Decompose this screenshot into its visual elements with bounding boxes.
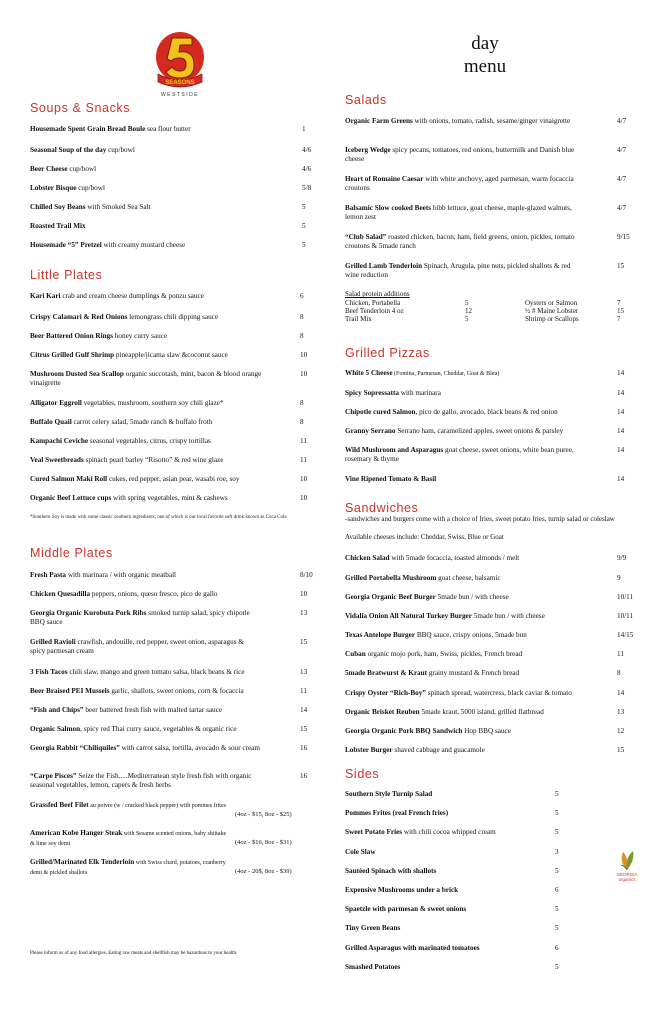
menu-item-name: Beer Braised PEI Mussels [30, 687, 110, 695]
menu-item [345, 408, 595, 417]
menu-item-price: 11 [300, 456, 307, 464]
menu-item-name: “Fish and Chips” [30, 706, 84, 714]
menu-item-price: 14 [617, 408, 625, 416]
menu-item-name: Cured Salmon Maki Roll [30, 475, 108, 483]
menu-item [345, 867, 545, 876]
menu-item-price: 13 [300, 609, 308, 617]
menu-item [30, 351, 280, 360]
protein-name: Beef Tenderloin 4 oz [345, 307, 404, 315]
menu-item-price: 4/7 [617, 146, 627, 154]
menu-item [345, 389, 595, 398]
menu-item-price: 6 [555, 944, 559, 952]
menu-item-name: Georgia Organic Pork BBQ Sandwich [345, 727, 463, 735]
menu-title [430, 32, 540, 78]
southern-soy-note: *Southern Soy is made with some classic southern ingredients, one of which is our local favorite soft drink known as Coca Cola [30, 515, 287, 520]
menu-item-description: cup/bowl [67, 165, 97, 173]
menu-item-description: with creamy mustard cheese [101, 241, 186, 249]
menu-item [345, 369, 595, 379]
section-title-middle-plates: Middle Plates [30, 546, 113, 560]
menu-item [345, 809, 545, 818]
menu-item-name: Balsamic Slow cooked Beets [345, 204, 432, 212]
menu-item-description: (Fontina, Parmesan, Cheddar, Goat & Bleu) [392, 371, 500, 377]
menu-item [345, 427, 595, 436]
menu-item [30, 292, 280, 301]
menu-item-description: Spinach, Arugula, pine nuts, pickled shallots & red wine reduction [345, 262, 571, 279]
menu-item-name: “Club Salad” [345, 233, 387, 241]
menu-item-name: Vidalia Onion All Natural Turkey Burger [345, 612, 472, 620]
menu-item-description: with carrot salsa, tortilla, avocado & sour cream [119, 744, 260, 752]
menu-item [345, 446, 595, 464]
menu-item [345, 924, 545, 933]
menu-item-name: Beer Cheese [30, 165, 68, 173]
menu-item-description: with marinara / with organic meatball [66, 571, 177, 579]
menu-item-price: (4oz - $15, 8oz - $25) [235, 811, 292, 818]
menu-item-name: Pommes Frites (real French fries) [345, 809, 449, 817]
menu-item-price: 5 [302, 241, 306, 249]
menu-item [30, 571, 260, 580]
menu-item [345, 233, 585, 251]
leaf-icon [605, 848, 649, 872]
menu-item-description: seasonal vegetables, citrus, crispy tortillas [88, 437, 211, 445]
menu-item [30, 456, 280, 465]
menu-item-price: 10/11 [617, 593, 634, 601]
section-title-pizzas: Grilled Pizzas [345, 346, 430, 360]
menu-item-name: Cole Slaw [345, 848, 376, 856]
menu-item-description: with Smoked Sea Salt [85, 203, 151, 211]
menu-item-price: 1 [302, 125, 306, 133]
menu-item-description: smoked turnip salad, spicy chipotle BBQ sauce [30, 609, 250, 626]
menu-item [30, 241, 285, 250]
menu-item-price: 8 [617, 669, 621, 677]
menu-item-name: Wild Mushroom and Asparagus [345, 446, 444, 454]
menu-item-description: vegetables, mushroom, southern soy chili glaze* [81, 399, 224, 407]
protein-name: Shrimp or Scallops [525, 315, 579, 323]
protein-price: 7 [617, 315, 621, 323]
menu-item-name: Grilled Lamb Tenderloin [345, 262, 423, 270]
menu-item-price: 5/8 [302, 184, 312, 192]
menu-item-description: with 5made focaccia, toasted almonds / melt [389, 554, 520, 562]
menu-item-name: Grilled Asparagus with marinated tomatoes [345, 944, 480, 952]
menu-item [30, 687, 260, 696]
menu-item [345, 612, 613, 621]
menu-item-description: pineapple/jicama slaw &coconut sauce [114, 351, 228, 359]
menu-item [30, 370, 280, 388]
protein-price: 5 [465, 315, 469, 323]
menu-item-name: Organic Brisket Reuben [345, 708, 420, 716]
menu-item-price: 5 [555, 867, 559, 875]
menu-item-name: Grassfed Beef Filet [30, 801, 89, 809]
menu-item [30, 418, 280, 427]
menu-item [30, 332, 280, 341]
menu-item-price: 14 [617, 427, 625, 435]
menu-item-price: 16 [300, 744, 308, 752]
menu-item-price: (4oz - $16, 8oz - $31) [235, 839, 292, 846]
menu-item-price: 5 [555, 963, 559, 971]
menu-item-price: 15 [300, 638, 308, 646]
menu-item-name: Texas Antelope Burger [345, 631, 416, 639]
menu-item-description: Hop BBQ sauce [462, 727, 511, 735]
menu-item-price: 5 [302, 222, 306, 230]
menu-item-name: Granny Serrano [345, 427, 396, 435]
menu-item-description: with marinara [398, 389, 441, 397]
menu-item [345, 746, 613, 755]
menu-item-name: Spicy Sopressatta [345, 389, 399, 397]
menu-item-description: goat cheese, sweet onions, white bean puree, rosemary & thyme [345, 446, 574, 463]
menu-item-name: Vine Ripened Tomato & Basil [345, 475, 437, 483]
menu-item-name: Lobster Bisque [30, 184, 77, 192]
menu-item [345, 475, 595, 484]
menu-item-price: 5 [555, 809, 559, 817]
menu-item-price: 10 [300, 590, 308, 598]
menu-item-price: 8 [300, 313, 304, 321]
menu-item-name: Georgia Organic Beef Burger [345, 593, 436, 601]
menu-item-name: Alligator Eggroll [30, 399, 82, 407]
menu-item-name: Chicken Quesadilla [30, 590, 91, 598]
menu-item-name: Grilled Ravioli [30, 638, 76, 646]
menu-item-description: spinach spread, watercress, black caviar & tomato [425, 689, 572, 697]
menu-item-price: 3 [555, 848, 559, 856]
menu-item-description: roasted chicken, bacon, ham, field greens, onion, pickles, tomato croutons & 5made ranch [345, 233, 575, 250]
menu-item-name: 5made Bratwurst & Kraut [345, 669, 428, 677]
menu-item [345, 963, 545, 972]
protein-name: ½ # Maine Lobster [525, 307, 579, 315]
menu-item [30, 203, 285, 212]
menu-item-name: Buffalo Quail [30, 418, 72, 426]
menu-item-description: with spring vegetables, mint & cashews [111, 494, 228, 502]
menu-item-price: 11 [300, 687, 307, 695]
menu-item-description: with white anchovy, aged parmesan, warm focaccia croutons [345, 175, 574, 192]
menu-item-name: Crispy Calamari & Red Onions [30, 313, 128, 321]
menu-item [30, 494, 280, 503]
menu-item-description: sea flour butter [145, 125, 191, 133]
menu-item-description: 5made bun / with cheese [435, 593, 509, 601]
menu-item-name: White 5 Cheese [345, 369, 393, 377]
menu-item-price: 4/7 [617, 117, 627, 125]
menu-item-description: with onions, tomato, radish, sesame/ginger vinaigrette [412, 117, 571, 125]
menu-item-name: Chicken Salad [345, 554, 390, 562]
menu-item-description: spinach pearl barley “Risotto” & red wine glaze [83, 456, 224, 464]
menu-item-name: Cuban [345, 650, 366, 658]
menu-item-price: 5 [555, 905, 559, 913]
menu-item-description: BBQ sauce, crispy onions, 5made bun [415, 631, 527, 639]
menu-item-description: with Sesame scented onions, baby shiitake & lime soy demi [30, 831, 227, 847]
menu-item-name: American Kobe Hanger Steak [30, 829, 123, 837]
menu-item-description: crawfish, andouille, red pepper, sweet onion, asparagus & spicy parmesan cream [30, 638, 244, 655]
menu-item-description: 5made kraut, 5000 island, grilled flatbread [419, 708, 544, 716]
menu-item-description: au poivre (w / cracked black pepper) with pommes frites [88, 803, 226, 809]
menu-item [345, 689, 613, 698]
menu-item [30, 437, 280, 446]
menu-item-name: Seasonal Soup of the day [30, 146, 107, 154]
protein-name: Chicken, Portabella [345, 299, 401, 307]
menu-item-name: Grilled Portabella Mushroom [345, 574, 437, 582]
menu-item-description: cukes, red pepper, asian pear, wasabi roe, soy [107, 475, 240, 483]
menu-item-name: Georgia Organic Kurobuta Pork Ribs [30, 609, 147, 617]
menu-item [345, 204, 585, 222]
menu-item-name: Housemade “5” Pretzel [30, 241, 102, 249]
menu-item-name: Grilled/Marinated Elk Tenderloin [30, 858, 135, 866]
menu-item [30, 858, 230, 878]
menu-item-description: goat cheese, balsamic [436, 574, 501, 582]
menu-item [30, 125, 285, 134]
menu-item-name: Iceberg Wedge [345, 146, 391, 154]
protein-price: 5 [465, 299, 469, 307]
menu-item-price: 5 [302, 203, 306, 211]
menu-item-price: 14 [617, 369, 625, 377]
menu-item-name: Kampachi Ceviche [30, 437, 89, 445]
menu-item-name: Organic Beef Lettuce cups [30, 494, 112, 502]
menu-item-description: with chili cocoa whipped cream [402, 828, 496, 836]
menu-item-price: 8 [300, 418, 304, 426]
logo-ribbon-text: SEASONS [165, 80, 195, 86]
menu-item-price: 13 [300, 668, 308, 676]
menu-item-description: cup/bowl [76, 184, 105, 192]
menu-item [30, 590, 260, 599]
menu-item-name: Sautéed Spinach with shallots [345, 867, 437, 875]
protein-price: 15 [617, 307, 624, 315]
menu-item [345, 848, 545, 857]
menu-item [345, 631, 613, 640]
menu-item-description: chili slaw, mango and green tomato salsa, black beans & rice [67, 668, 245, 676]
menu-item-description: grainy mustard & French bread [427, 669, 520, 677]
georgia-logo-line1: GEORGIA [616, 872, 638, 877]
menu-item-description: organic mojo pork, ham, Swiss, pickles, French bread [365, 650, 523, 658]
menu-item-description: carrot celery salad, 5made ranch & buffalo froth [71, 418, 213, 426]
menu-item-description: lemongrass chili dipping sauce [127, 313, 219, 321]
section-title-salads: Salads [345, 93, 387, 107]
menu-item-price: 15 [617, 746, 625, 754]
menu-item [30, 772, 260, 790]
menu-item [345, 262, 585, 280]
menu-item-price: 4/7 [617, 204, 627, 212]
menu-item-name: Lobster Burger [345, 746, 393, 754]
menu-item [30, 146, 285, 155]
protein-price: 12 [465, 307, 472, 315]
menu-item-name: Georgia Rabbit “Chiliquiles” [30, 744, 120, 752]
menu-title-line2: menu [463, 56, 507, 77]
menu-item [30, 801, 230, 811]
menu-item-name: Beer Battered Onion Rings [30, 332, 113, 340]
menu-item-name: Spaetzle with parmesan & sweet onions [345, 905, 467, 913]
menu-item-price: 10 [300, 475, 308, 483]
menu-item [30, 829, 230, 849]
menu-item-price: 14 [617, 389, 625, 397]
menu-item [345, 146, 585, 164]
menu-item-description: honey curry sauce [113, 332, 168, 340]
menu-item-name: Roasted Trail Mix [30, 222, 86, 230]
menu-item-price: 15 [617, 262, 625, 270]
menu-item-description: organic succotash, mint, bacon & blood orange vinaigrette [30, 370, 262, 387]
menu-item [30, 399, 280, 408]
georgia-organics-logo [605, 848, 649, 888]
section-title-little-plates: Little Plates [30, 268, 103, 282]
menu-item-description: beer battered fresh fish with malted tartar sauce [83, 706, 223, 714]
menu-item-price: 6 [300, 292, 304, 300]
menu-item-price: 9/9 [617, 554, 627, 562]
menu-item-description: garlic, shallots, sweet onions, corn & focaccia [109, 687, 244, 695]
menu-item-price: 13 [617, 708, 625, 716]
protein-name: Trail Mix [345, 315, 372, 323]
menu-item-description: Serrano ham, caramelized apples, sweet onions & parsley [395, 427, 564, 435]
menu-item-name: Kari Kari [30, 292, 61, 300]
menu-item-description: cup/bowl [106, 146, 135, 154]
section-title-sides: Sides [345, 767, 380, 781]
menu-item-price: 11 [300, 437, 307, 445]
restaurant-logo [150, 30, 210, 102]
menu-item [30, 668, 260, 677]
menu-item [30, 744, 260, 753]
menu-item [345, 175, 585, 193]
menu-item-price: 9 [617, 574, 621, 582]
sandwiches-intro: -sandwiches and burgers come with a choice of fries, sweet potato fries, turnip salad or coleslaw [345, 515, 615, 523]
menu-item [345, 574, 613, 583]
menu-item [30, 706, 260, 715]
menu-item-price: 14 [300, 706, 308, 714]
menu-item-price: 5 [555, 924, 559, 932]
menu-item-description: with Swiss chard, potatoes, cranberry demi & pickled shallots [30, 860, 226, 876]
menu-item-name: “Carpe Pisces” [30, 772, 77, 780]
menu-item-name: Fresh Pasta [30, 571, 67, 579]
menu-item-name: Southern Style Turnip Salad [345, 790, 433, 798]
menu-item-name: Sweet Potato Fries [345, 828, 403, 836]
menu-item [345, 727, 613, 736]
menu-item [30, 313, 280, 322]
menu-item-price: 10 [300, 370, 308, 378]
menu-item-name: Tiny Green Beans [345, 924, 401, 932]
menu-item-name: Citrus Grilled Gulf Shrimp [30, 351, 115, 359]
menu-item [345, 708, 613, 717]
menu-item [345, 650, 613, 659]
menu-item-price: 8/10 [300, 571, 313, 579]
allergy-notice: Please inform us of any food allergies. Eating raw meats and shellfish may be hazardous to your health. [30, 951, 238, 956]
menu-item-description: , spicy red Thai curry sauce, vegetables & organic rice [80, 725, 237, 733]
menu-item [345, 117, 585, 126]
menu-item-name: Crispy Oyster “Rich-Boy” [345, 689, 426, 697]
menu-item-price: 6 [555, 886, 559, 894]
menu-item-price: 9/15 [617, 233, 630, 241]
menu-item-price: 10/11 [617, 612, 634, 620]
menu-item-description: shaved cabbage and guacamole [392, 746, 485, 754]
menu-item [345, 593, 613, 602]
menu-item [30, 184, 285, 193]
menu-item [345, 944, 545, 953]
menu-item-price: 4/6 [302, 146, 312, 154]
menu-item-price: 14/15 [617, 631, 634, 639]
menu-item-price: 12 [617, 727, 625, 735]
menu-item [345, 554, 613, 563]
five-seasons-logo-icon [150, 30, 210, 92]
menu-item-price: 16 [300, 772, 308, 780]
cheese-options: Available cheeses include: Cheddar, Swiss, Blue or Goat [345, 533, 504, 541]
menu-item-price: 8 [300, 332, 304, 340]
menu-item-name: Housemade Spent Grain Bread Boule [30, 125, 146, 133]
menu-item-name: Organic Farm Greens [345, 117, 413, 125]
menu-item-price: 15 [300, 725, 308, 733]
menu-item-description: crab and cream cheese dumplings & ponzu sauce [60, 292, 204, 300]
menu-item-name: Chipotle cured Salmon [345, 408, 416, 416]
menu-item-description: peppers, onions, queso fresco, pico de gallo [90, 590, 218, 598]
menu-item [345, 828, 545, 837]
menu-item-price: 14 [617, 689, 625, 697]
menu-item [30, 165, 285, 174]
section-title-soups: Soups & Snacks [30, 101, 131, 115]
menu-item-description: spicy pecans, tomatoes, red onions, buttermilk and Danish blue cheese [345, 146, 575, 163]
menu-item-name: Chilled Soy Beans [30, 203, 86, 211]
menu-item [30, 222, 285, 231]
georgia-logo-line2: organics [618, 877, 636, 882]
menu-item [345, 905, 545, 914]
menu-item-price: 10 [300, 494, 308, 502]
menu-item-name: 3 Fish Tacos [30, 668, 68, 676]
menu-item-description: bibb lettuce, goat cheese, maple-glazed walnuts, lemon zest [345, 204, 572, 221]
menu-item-name: Heart of Romaine Caesar [345, 175, 424, 183]
section-title-sandwiches: Sandwiches [345, 501, 419, 515]
menu-item-price: 14 [617, 475, 625, 483]
logo-tag: WESTSIDE [160, 92, 200, 98]
menu-item-name: Expensive Mushrooms under a brick [345, 886, 459, 894]
menu-item-name: Organic Salmon [30, 725, 81, 733]
menu-item [345, 790, 545, 799]
menu-item-description: 5made bun / with cheese [471, 612, 545, 620]
protein-name: Oysters or Salmon [525, 299, 578, 307]
menu-item [345, 669, 613, 678]
menu-item-price: 14 [617, 446, 625, 454]
menu-item-price: 5 [555, 828, 559, 836]
menu-item-name: Mushroom Dusted Sea Scallop [30, 370, 124, 378]
menu-item-description: , pico de gallo, avocado, black beans & red onion [415, 408, 558, 416]
menu-item-name: Smashed Potatoes [345, 963, 401, 971]
menu-item [345, 886, 545, 895]
menu-item-price: 4/6 [302, 165, 312, 173]
protein-additions-heading: Salad protein additions [345, 290, 410, 298]
menu-item-price: (4oz - 20$, 8oz - $39) [235, 868, 292, 875]
menu-item [30, 609, 260, 627]
menu-item [30, 638, 260, 656]
protein-price: 7 [617, 299, 621, 307]
menu-item-description: Seize the Fish.....Mediterranean style fresh fish with organic seasonal vegetables, lemon, capers & fresh herbs [30, 772, 252, 789]
menu-item-price: 10 [300, 351, 308, 359]
menu-item-price: 11 [617, 650, 624, 658]
menu-item [30, 475, 280, 484]
menu-item-price: 8 [300, 399, 304, 407]
menu-item-price: 5 [555, 790, 559, 798]
menu-item [30, 725, 260, 734]
menu-item-name: Veal Sweetbreads [30, 456, 84, 464]
menu-item-price: 4/7 [617, 175, 627, 183]
menu-title-line1: day [471, 33, 499, 54]
